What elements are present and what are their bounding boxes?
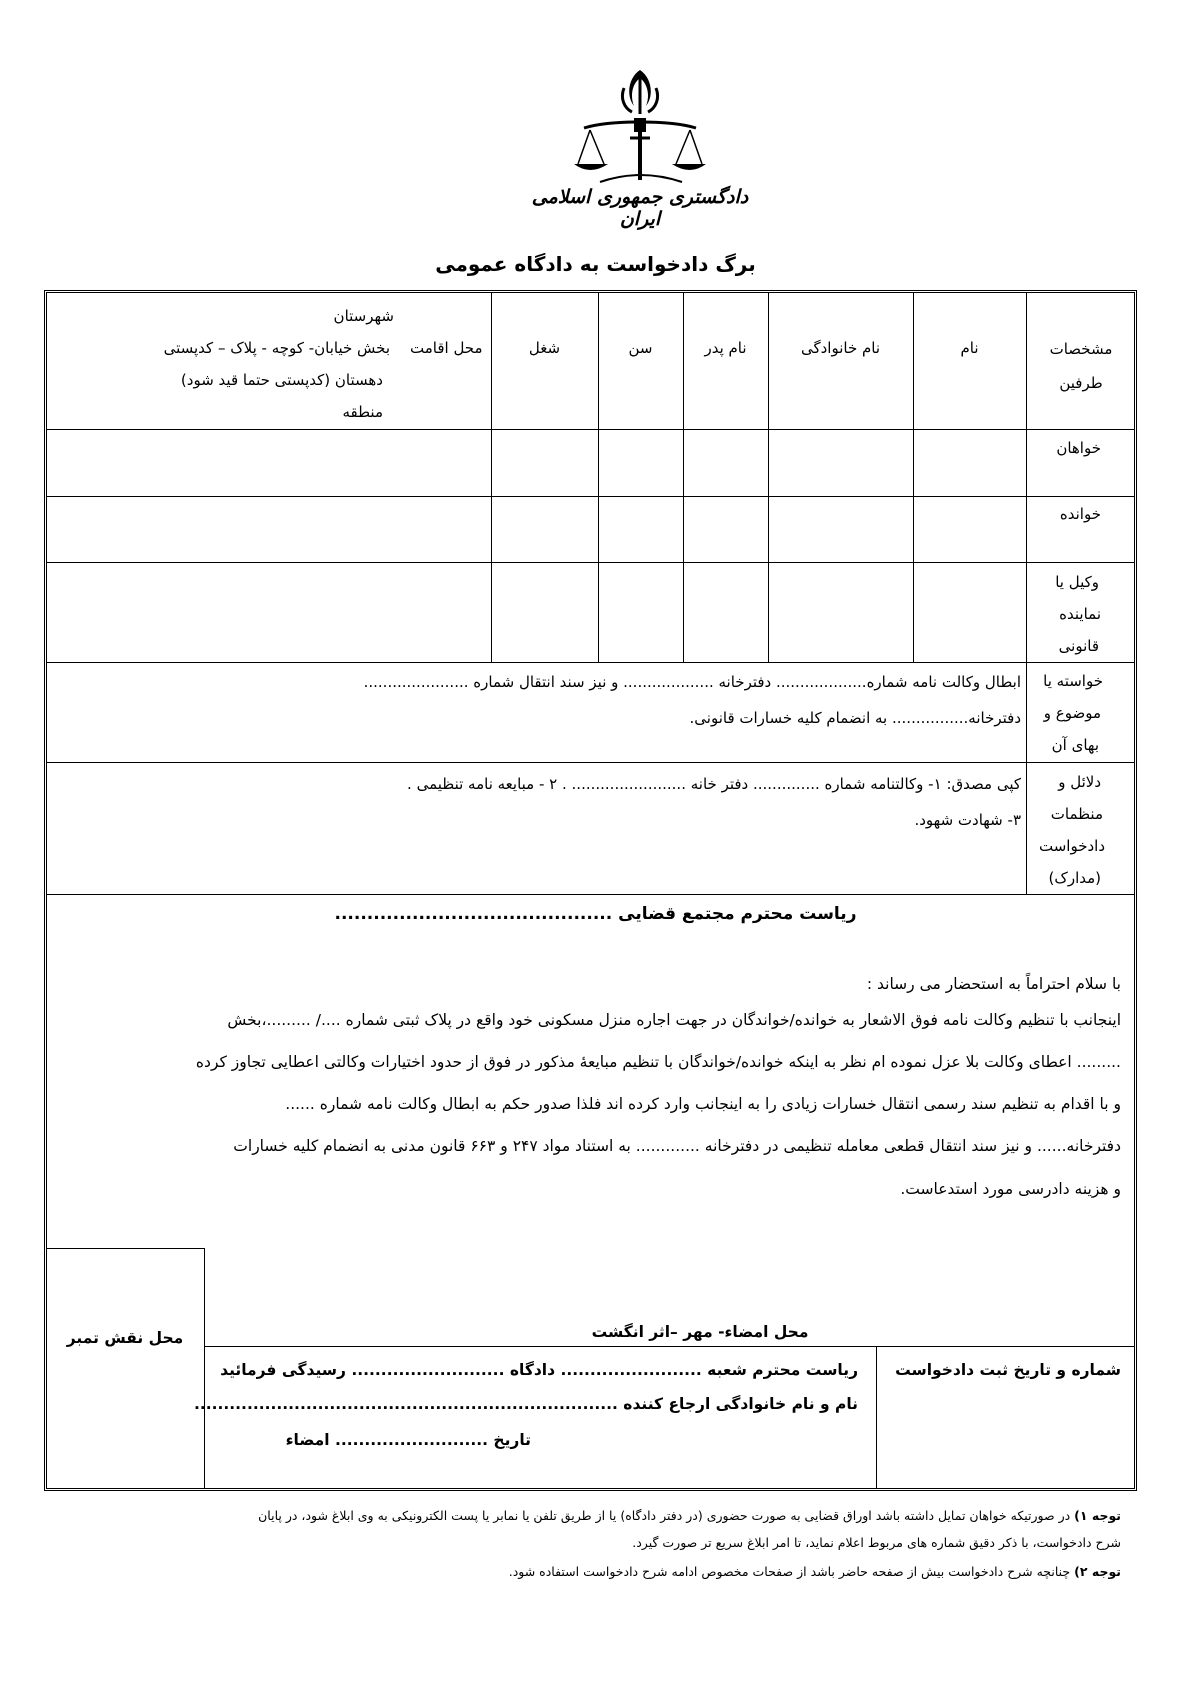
note-1-title: توجه ۱) xyxy=(1074,1508,1121,1523)
body-paragraph-line: و هزینه دادرسی مورد استدعاست. xyxy=(900,1180,1121,1198)
divider xyxy=(1026,293,1027,894)
addressee-line: ریاست محترم مجتمع قضایی ........................................... xyxy=(334,904,857,924)
body-paragraph-line: دفترخانه...... و نیز سند انتقال قطعی معامله تنظیمی در دفترخانه ............. به استناد مواد ۲۴۷ و ۶۶۳ قانون مدنی به انضمام کلیه خسارات xyxy=(233,1137,1121,1155)
col-name: نام xyxy=(960,339,979,357)
signature-label: محل امضاء- مهر –اثر انگشت xyxy=(591,1323,809,1341)
address-line: منطقه xyxy=(342,403,383,421)
evidence-label: دلائل و xyxy=(1058,773,1101,791)
body-paragraph-line: ......... اعطای وکالت بلا عزل نموده ام نظر به اینکه خوانده/خواندگان با تنظیم مبایعهٔ مذکور در فوق از حدود اختیارات وکالتی اعطایی تجاوز کرده xyxy=(195,1053,1121,1071)
register-label: شماره و تاریخ ثبت دادخواست xyxy=(895,1361,1121,1379)
divider xyxy=(47,762,1134,763)
evidence-label: منظمات xyxy=(1050,805,1103,823)
referral-line: تاریخ .......................... امضاء xyxy=(285,1431,531,1449)
referral-line: نام و نام خانوادگی ارجاع کننده ........................................................................ xyxy=(193,1395,858,1413)
evidence-text: ۳- شهادت شهود. xyxy=(914,811,1021,829)
col-father-name: نام پدر xyxy=(704,339,747,357)
body-paragraph-line: و با اقدام به تنظیم سند رسمی انتقال خسارات زیادی را به اینجانب وارد کرده اند فلذا صدور حکم به ابطال وکالت نامه شماره ...... xyxy=(285,1095,1121,1113)
address-line: دهستان (کدپستی حتما قید شود) xyxy=(180,371,383,389)
judiciary-emblem-icon xyxy=(570,68,710,186)
divider xyxy=(47,894,1134,895)
divider xyxy=(47,562,1134,563)
note-1-text: در صورتیکه خواهان تمایل داشته باشد اوراق قضایی به صورت حضوری (در دفتر دادگاه) یا از طریق تلفن یا نمابر یا پست الکترونیکی به وی ابلاغ شود، در پایان xyxy=(258,1508,1071,1523)
row-defendant: خوانده xyxy=(1059,505,1101,523)
col-address-label: محل اقامت xyxy=(410,339,483,357)
address-line: بخش خیابان- کوچه - پلاک – کدپستی xyxy=(163,339,390,357)
row-plaintiff: خواهان xyxy=(1056,439,1101,457)
body-paragraph-line: اینجانب با تنظیم وکالت نامه فوق الاشعار به خوانده/خواندگان در جهت اجاره منزل مسکونی خود واقع در پلاک ثبتی شماره ..../ .........،بخش xyxy=(227,1011,1121,1029)
row-lawyer: قانونی xyxy=(1058,637,1099,655)
divider xyxy=(876,1346,877,1488)
divider xyxy=(47,496,1134,497)
stamp-label: محل نقش تمبر xyxy=(66,1329,184,1347)
col-job: شغل xyxy=(528,339,561,357)
note-2-title: توجه ۲) xyxy=(1074,1564,1121,1579)
claim-label: خواسته یا xyxy=(1043,672,1103,690)
claim-label: موضوع و xyxy=(1043,704,1101,722)
note-1 xyxy=(81,1502,1121,1529)
row-lawyer: نماینده xyxy=(1059,605,1101,623)
referral-line: ریاست محترم شعبه ........................ دادگاه .......................... رسیدگی فرمائید xyxy=(220,1361,858,1379)
greeting: با سلام احتراماً به استحضار می رساند : xyxy=(866,975,1121,993)
judiciary-brand-text: دادگستری جمهوری اسلامی ایران xyxy=(531,186,749,230)
evidence-label: (مدارک) xyxy=(1048,869,1101,887)
col-party-spec: مشخصات طرفین xyxy=(1049,340,1113,392)
col-age: سن xyxy=(628,339,653,357)
row-lawyer: وکیل یا xyxy=(1055,573,1099,591)
form-title: برگ دادخواست به دادگاه عمومی xyxy=(435,252,756,276)
note-2 xyxy=(81,1558,1121,1585)
note-2-text: چنانچه شرح دادخواست بیش از صفحه حاضر باشد از صفحات مخصوص ادامه شرح دادخواست استفاده شود. xyxy=(508,1564,1071,1579)
evidence-text: کپی مصدق: ۱- وکالتنامه شماره .............. دفتر خانه ........................ . ۲ - مبایعه نامه تنظیمی . xyxy=(407,775,1021,793)
claim-text: ابطال وکالت نامه شماره................... دفترخانه ................... و نیز سند انتقال شماره ...................... xyxy=(363,673,1021,691)
divider xyxy=(47,429,1134,430)
divider xyxy=(204,1248,205,1488)
form-frame xyxy=(44,290,1137,1491)
note-1-continued: شرح دادخواست، با ذکر دقیق شماره های مربوط اعلام نماید، تا امر ابلاغ سریع تر صورت گیرد. xyxy=(632,1535,1121,1550)
claim-label: بهای آن xyxy=(1051,736,1099,754)
divider xyxy=(47,1248,204,1249)
divider xyxy=(47,662,1134,663)
claim-text: دفترخانه................ به انضمام کلیه خسارات قانونی. xyxy=(689,709,1021,727)
evidence-label: دادخواست xyxy=(1038,837,1105,855)
col-family-name: نام خانوادگی xyxy=(800,339,881,357)
address-line: شهرستان xyxy=(333,307,394,325)
